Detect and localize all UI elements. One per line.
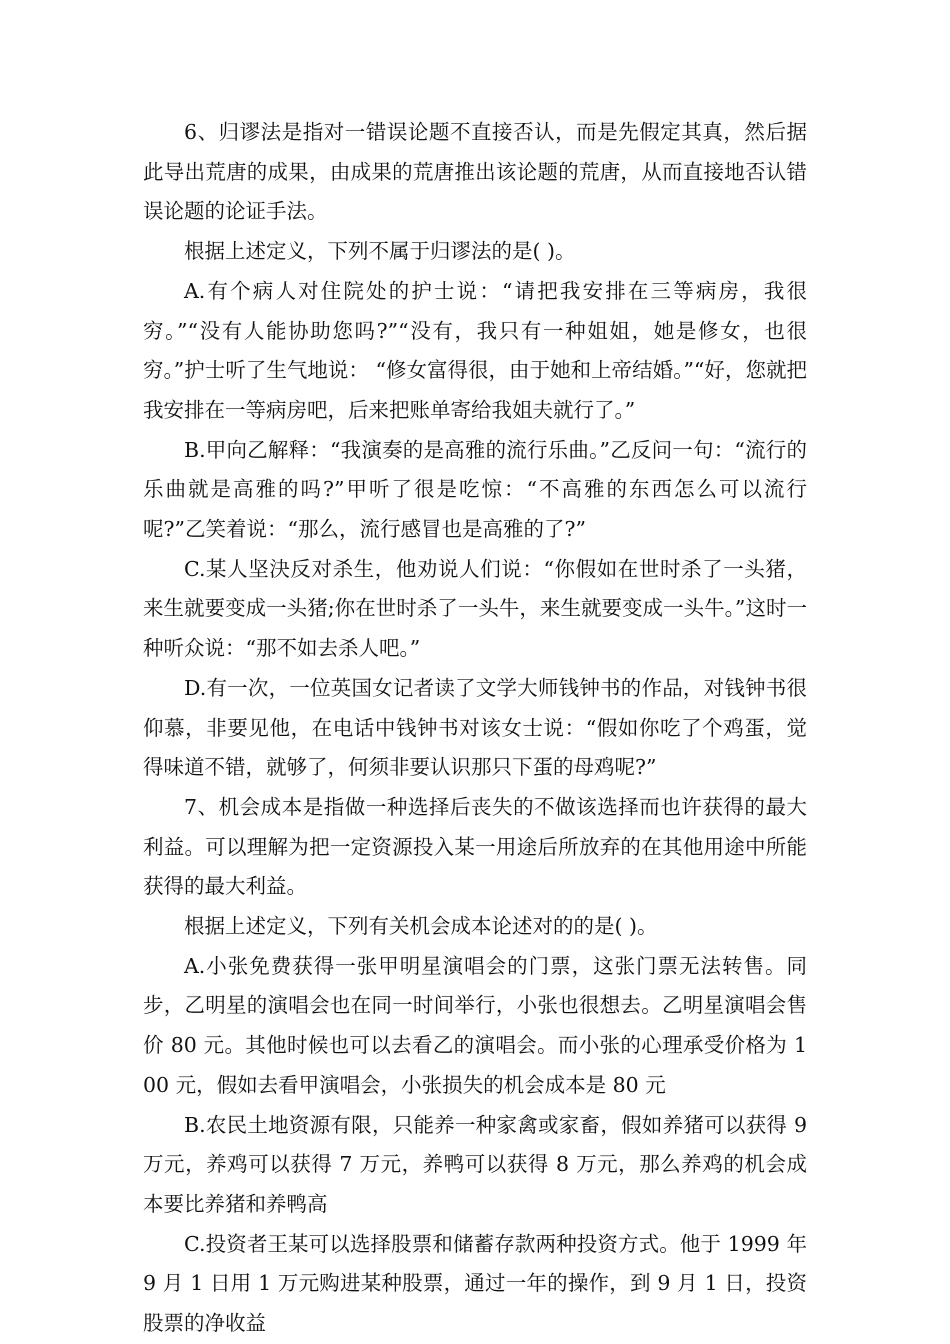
question-6-option-a: A.有个病人对住院处的护士说：“请把我安排在三等病房，我很穷。”“没有人能协助您吗?”“没有，我只有一种姐姐，她是修女，也很穷。”护士听了生气地说： “修女富得很，由于她和上帝结婚。”“好，您就把我安排在一等病房吧，后来把账单寄给我姐夫就行了。” xyxy=(143,278,807,422)
question-6-option-c: C.某人坚決反对杀生，他劝说人们说：“你假如在世时杀了一头猪，来生就要变成一头猪;你在世时杀了一头牛，来生就要变成一头牛。”这时一种听众说：“那不如去杀人吧。” xyxy=(143,556,807,661)
question-7-prompt: 根据上述定义，下列有关机会成本论述对的的是( )。 xyxy=(184,914,658,939)
question-6-stem: 6、归谬法是指对一错误论题不直接否认，而是先假定其真，然后据此导出荒唐的成果，由成果的荒唐推出该论题的荒唐，从而直接地否认错误论题的论证手法。 xyxy=(143,120,807,224)
question-7-stem: 7、机会成本是指做一种选择后丧失的不做该选择而也许获得的最大利益。可以理解为把一定资源投入某一用途后所放弃的在其他用途中所能获得的最大利益。 xyxy=(143,794,807,899)
question-7-option-c: C.投资者王某可以选择股票和储蓄存款两种投资方式。他于 1999 年 9 月 1 日用 1 万元购进某种股票，通过一年的操作，到 9 月 1 日，投资股票的净收益 xyxy=(143,1231,814,1336)
question-6-option-d: D.有一次，一位英国女记者读了文学大师钱钟书的作品，对钱钟书很仰慕，非要见他，在电话中钱钟书对该女士说：“假如你吃了个鸡蛋，觉得味道不错，就够了，何须非要认识那只下蛋的母鸡呢?” xyxy=(143,675,807,780)
question-6-prompt: 根据上述定义，下列不属于归谬法的是( )。 xyxy=(184,239,576,264)
question-7-option-a: A.小张免费获得一张甲明星演唱会的门票，这张门票无法转售。同步，乙明星的演唱会也在同一时间举行，小张也很想去。乙明星演唱会售价 80 元。其他时候也可以去看乙的演唱会。而小张的心理承受价格为 100 元，假如去看甲演唱会，小张损失的机会成本是 80 元 xyxy=(143,953,807,1097)
question-6-option-b: B.甲向乙解释：“我演奏的是高雅的流行乐曲。”乙反问一句：“流行的乐曲就是高雅的吗?”甲听了很是吃惊：“不高雅的东西怎么可以流行呢?”乙笑着说：“那么，流行感冒也是高雅的了?” xyxy=(143,437,807,542)
document-body xyxy=(143,113,814,1344)
question-7-option-b: B.农民土地资源有限，只能养一种家禽或家畜，假如养猪可以获得 9 万元，养鸡可以获得 7 万元，养鸭可以获得 8 万元，那么养鸡的机会成本要比养猪和养鸭高 xyxy=(143,1112,814,1216)
